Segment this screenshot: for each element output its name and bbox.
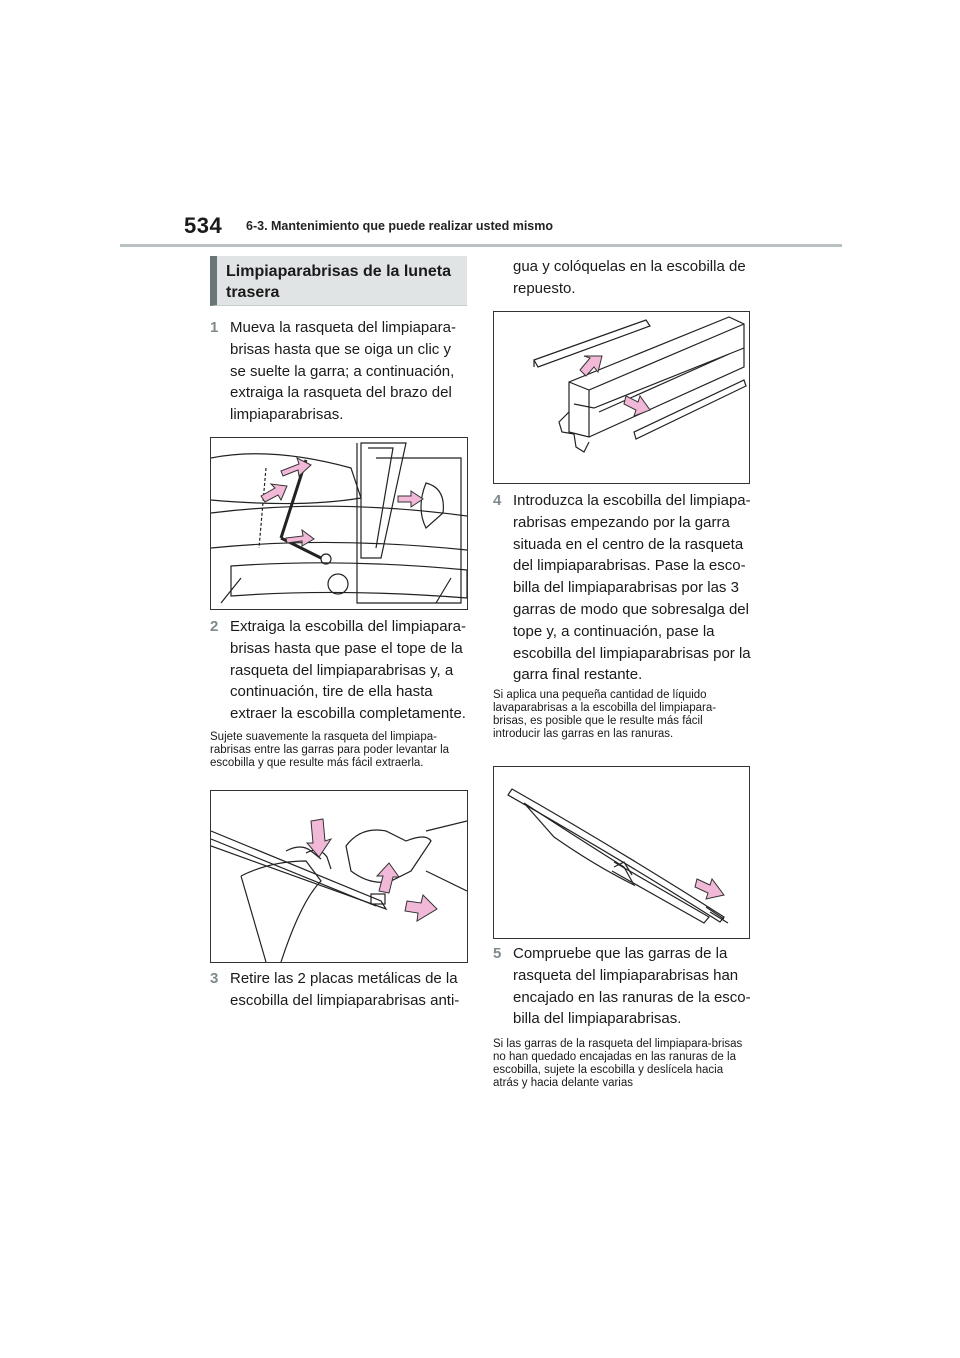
step-1: [210, 317, 472, 427]
step-3: [210, 968, 472, 1016]
step-text: Mueva la rasqueta del limpiapara-brisas hasta que se oiga un clic y se suelte la garra; a continuación, extraiga la rasqueta del brazo del limpiaparabrisas.: [230, 319, 456, 424]
step-number: 1: [210, 319, 219, 336]
note-step-4: Si aplica una pequeña cantidad de líquido lavaparabrisas a la escobilla del limpiapara-brisas, es posible que le resulte más fácil introducir las garras en las ranuras.: [493, 689, 717, 740]
step-4: [493, 490, 755, 686]
step-number: 3: [210, 970, 219, 987]
step-number: 4: [493, 492, 502, 509]
section-title: Limpiaparabrisas de la luneta trasera: [226, 263, 451, 301]
arrow-icon: [261, 484, 287, 502]
blade-insertion-illustration: [494, 767, 749, 938]
hands-pulling-blade-illustration: [211, 791, 467, 962]
arrow-icon: [624, 396, 650, 416]
figure-metal-plates: [493, 311, 750, 484]
step-3-continued: [493, 256, 755, 302]
step-number: 2: [210, 618, 219, 635]
chapter-title: 6-3. Mantenimiento que puede realizar usted mismo: [246, 219, 554, 233]
note-step-2: Sujete suavemente la rasqueta del limpiapa-rabrisas entre las garras para poder levantar la escobilla y que resulte más fácil extraerla.: [210, 731, 450, 769]
figure-extract-blade: [210, 790, 468, 963]
wiper-arm-illustration: [211, 438, 467, 609]
figure-remove-blade-from-arm: [210, 437, 468, 610]
step-text: gua y colóquelas en la escobilla de repuesto.: [513, 258, 746, 297]
arrow-icon: [695, 879, 724, 899]
note-step-5: Si las garras de la rasqueta del limpiapara-brisas no han quedado encajadas en las ranuras de la escobilla, sujete la escobilla y deslícela hacia atrás y hacia delante varias: [493, 1038, 743, 1089]
arrow-icon: [398, 491, 423, 507]
step-5: [493, 943, 755, 1035]
figure-insert-blade: [493, 766, 750, 939]
page-number: 534: [184, 213, 223, 238]
step-text: Introduzca la escobilla del limpiapa-rabrisas empezando por la garra situada en el centro de la rasqueta del limpiaparabrisas. Pase la esco-billa del limpiaparabrisas por las 3 garras de modo que sobresalga del tope y, a continuación, pase la escobilla del limpiaparabrisas por la garra final restante.: [513, 492, 751, 684]
step-number: 5: [493, 945, 502, 962]
header-divider: [120, 244, 842, 247]
step-text: Retire las 2 placas metálicas de la escobilla del limpiaparabrisas anti-: [230, 970, 460, 1009]
step-text: Compruebe que las garras de la rasqueta del limpiaparabrisas han encajado en las ranuras de la esco-billa del limpiaparabrisas.: [513, 945, 751, 1028]
step-2: [210, 616, 472, 728]
step-text: Extraiga la escobilla del limpiapara-brisas hasta que pase el tope de la rasqueta del limpiaparabrisas y, a continuación, tire de ella hasta extraer la escobilla completamente.: [230, 618, 466, 723]
metal-plates-illustration: [494, 312, 749, 483]
arrow-icon: [405, 895, 437, 921]
section-heading: [210, 256, 467, 306]
